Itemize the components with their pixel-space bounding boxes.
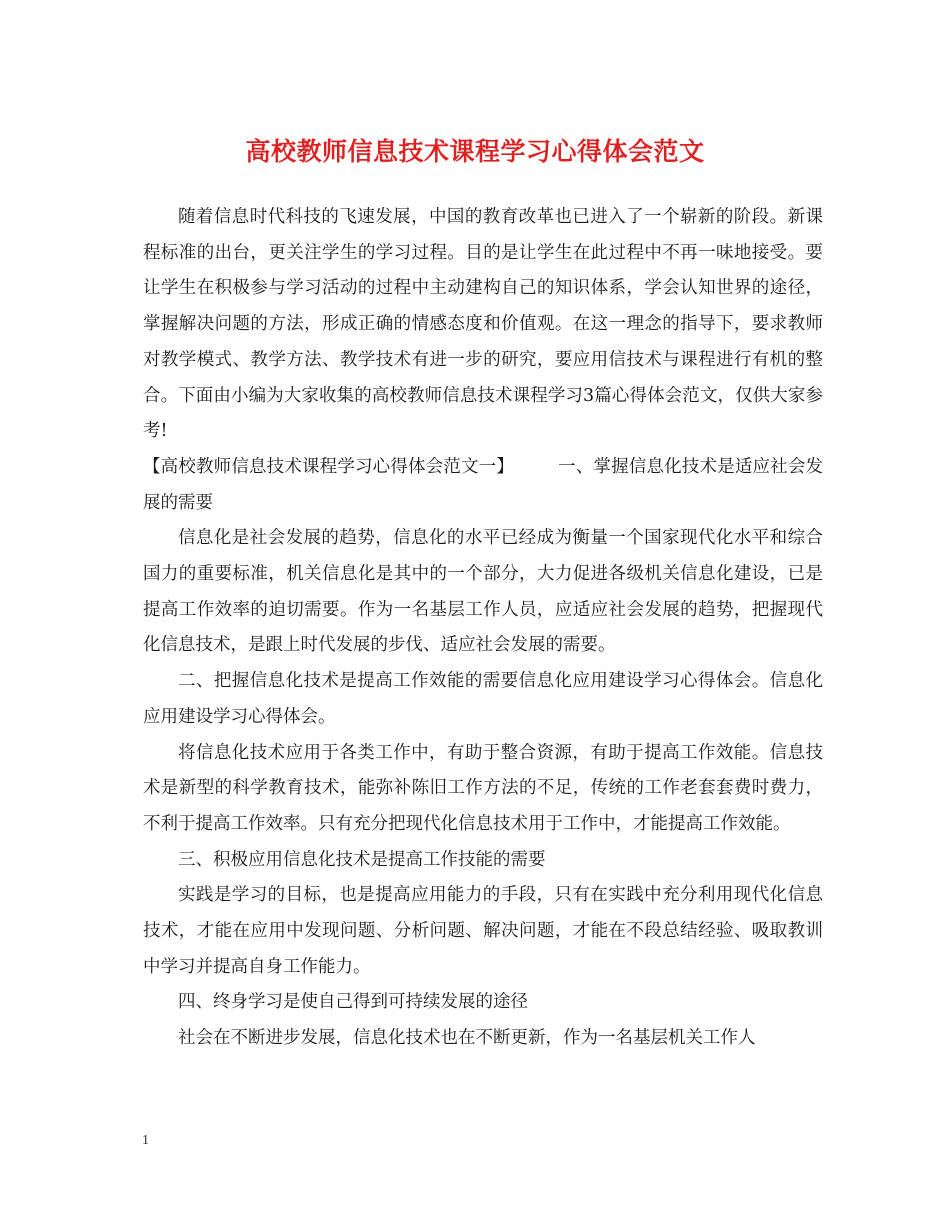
point-one-heading: 一、掌握信息化技术是适应社会发展的需要	[143, 456, 823, 513]
point-three-body: 实践是学习的目标，也是提高应用能力的手段，只有在实践中充分利用现代化信息技术，才能在应用中发现问题、分析问题、解决问题，才能在不段总结经验、吸取教训中学习并提高自身工作能力。	[143, 885, 823, 977]
point-four-heading: 四、终身学习是使自己得到可持续发展的途径	[178, 992, 528, 1013]
point-two-heading: 二、把握信息化技术是提高工作效能的需要信息化应用建设学习心得体会。信息化应用建设学习心得体会。	[143, 671, 823, 727]
section-one-label: 【高校教师信息技术课程学习心得体会范文一】	[143, 456, 514, 477]
point-one-body: 信息化是社会发展的趋势，信息化的水平已经成为衡量一个国家现代化水平和综合国力的重要标准，机关信息化是其中的一个部分，大力促进各级机关信息化建设，已是提高工作效率的迫切需要。作为一名基层工作人员，应适应社会发展的趋势，把握现代化信息技术，是跟上时代发展的步伐、适应社会发展的需要。	[143, 528, 823, 656]
document-body	[143, 200, 823, 1057]
point-three-heading: 三、积极应用信息化技术是提高工作技能的需要	[178, 849, 546, 870]
page-number: 1	[142, 1133, 149, 1148]
document-title: 高校教师信息技术课程学习心得体会范文	[245, 137, 705, 166]
point-two-body: 将信息化技术应用于各类工作中，有助于整合资源，有助于提高工作效能。信息技术是新型的科学教育技术，能弥补陈旧工作方法的不足，传统的工作老套套费时费力，不利于提高工作效率。只有充分把现代化信息技术用于工作中，才能提高工作效能。	[143, 742, 823, 834]
point-four-body: 社会在不断进步发展，信息化技术也在不断更新，作为一名基层机关工作人	[178, 1028, 756, 1049]
intro-paragraph: 随着信息时代科技的飞速发展，中国的教育改革也已进入了一个崭新的阶段。新课程标准的出台，更关注学生的学习过程。目的是让学生在此过程中不再一味地接受。要让学生在积极参与学习活动的过程中主动建构自己的知识体系，学会认知世界的途径，掌握解决问题的方法，形成正确的情感态度和价值观。在这一理念的指导下，要求教师对教学模式、教学方法、教学技术有进一步的研究，要应用信技术与课程进行有机的整合。下面由小编为大家收集的高校教师信息技术课程学习3篇心得体会范文，仅供大家参考!	[143, 207, 823, 442]
section-one-paragraph	[143, 450, 823, 521]
